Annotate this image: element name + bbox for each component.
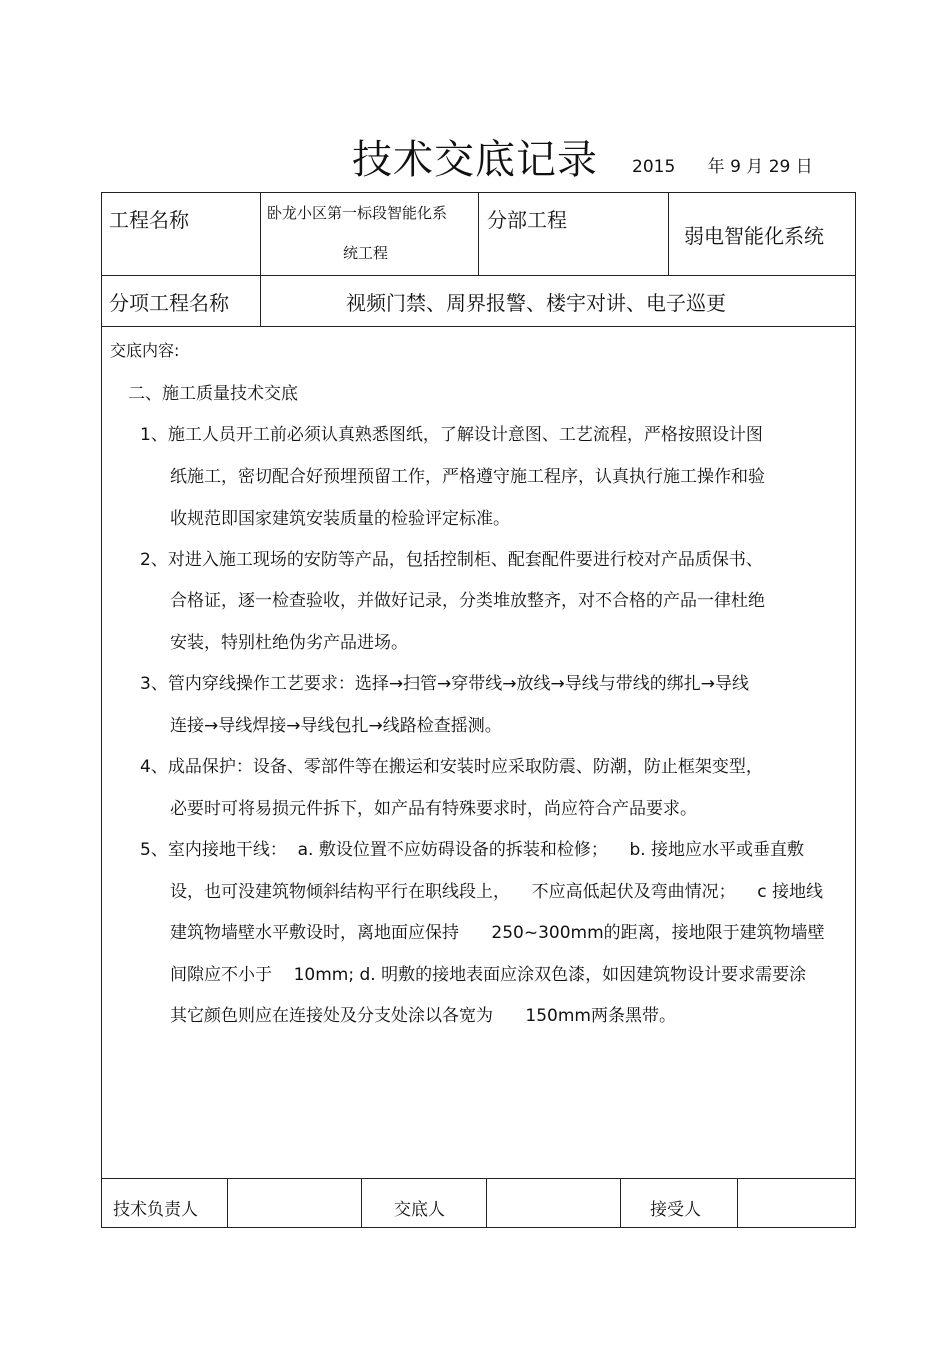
col-divider (227, 1178, 228, 1228)
content-line: 其它颜色则应在连接处及分支处涂以各宽为 150mm两条黑带。 (170, 1006, 676, 1026)
col-divider (361, 1178, 362, 1228)
content-heading: 交底内容: (110, 341, 180, 360)
record-table (101, 192, 856, 1228)
division-label: 分部工程 (487, 208, 567, 232)
content-line: 连接→导线焊接→导线包扎→线路检查摇测。 (170, 716, 502, 736)
col-divider (478, 192, 479, 275)
row-divider (101, 326, 856, 327)
border-left (101, 192, 102, 1228)
subitem-label: 分项工程名称 (109, 291, 229, 315)
row-divider (101, 1178, 856, 1179)
content-line: 设，也可没建筑物倾斜结构平行在职线段上， 不应高低起伏及弯曲情况； c 接地线 (170, 882, 823, 902)
tech-lead-signature[interactable] (231, 1182, 359, 1224)
section-heading: 二、施工质量技术交底 (128, 384, 298, 404)
border-right (855, 192, 856, 1228)
content-line: 2、对进入施工现场的安防等产品，包括控制柜、配套配件要进行校对产品质保书、 (140, 550, 763, 570)
col-divider (668, 192, 669, 275)
content-line: 间隙应不小于 10mm; d. 明敷的接地表面应涂双色漆，如因建筑物设计要求需要涂 (170, 965, 807, 985)
project-name-value-line1: 卧龙小区第一标段智能化系 (267, 204, 448, 222)
receiver-signature[interactable] (741, 1182, 851, 1224)
content-line: 1、施工人员开工前必须认真熟悉图纸，了解设计意图、工艺流程，严格按照设计图 (140, 425, 763, 445)
col-divider (486, 1178, 487, 1228)
subitem-value: 视频门禁、周界报警、楼宇对讲、电子巡更 (346, 291, 726, 315)
tech-lead-label: 技术负责人 (113, 1200, 198, 1220)
content-line: 必要时可将易损元件拆下，如产品有特殊要求时，尚应符合产品要求。 (170, 799, 697, 819)
project-name-label: 工程名称 (109, 208, 189, 232)
content-line: 4、成品保护：设备、零部件等在搬运和安装时应采取防震、防潮，防止框架变型， (140, 757, 763, 777)
content-line: 纸施工，密切配合好预埋预留工作，严格遵守施工程序，认真执行施工操作和验 (170, 467, 765, 487)
content-line: 5、室内接地干线： a. 敷设位置不应妨碍设备的拆装和检修； b. 接地应水平或垂直敷 (140, 840, 805, 860)
discloser-label: 交底人 (394, 1200, 445, 1220)
col-divider (260, 192, 261, 326)
row-divider (101, 275, 856, 276)
document-title: 技术交底记录 (352, 137, 598, 183)
col-divider (620, 1178, 621, 1228)
document-date: 2015 年 9 月 29 日 (632, 157, 813, 177)
content-line: 3、管内穿线操作工艺要求：选择→扫管→穿带线→放线→导线与带线的绑扎→导线 (140, 674, 750, 694)
project-name-value-line2: 统工程 (343, 244, 389, 262)
receiver-label: 接受人 (650, 1200, 701, 1220)
content-line: 安装，特别杜绝伪劣产品进场。 (170, 633, 408, 653)
content-line: 收规范即国家建筑安装质量的检验评定标准。 (170, 509, 510, 529)
discloser-signature[interactable] (490, 1182, 618, 1224)
col-divider (737, 1178, 738, 1228)
content-line: 建筑物墙壁水平敷设时，离地面应保持 250~300mm的距离，接地限于建筑物墙壁 (170, 923, 825, 943)
content-line: 合格证，逐一检查验收，并做好记录，分类堆放整齐，对不合格的产品一律杜绝 (170, 591, 765, 611)
border-bottom (101, 1227, 856, 1228)
division-value: 弱电智能化系统 (684, 224, 824, 248)
